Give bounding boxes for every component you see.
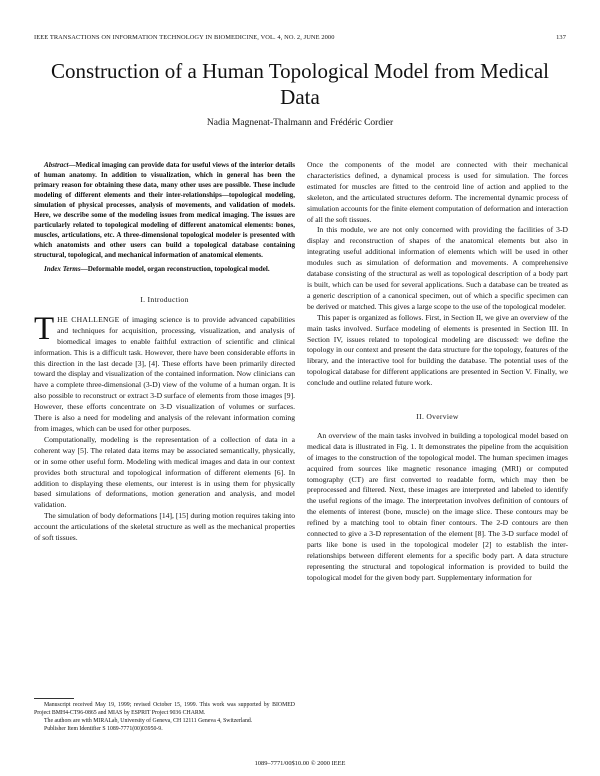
footnotes xyxy=(34,701,295,733)
right-column xyxy=(307,160,568,584)
footnote-rule xyxy=(34,698,74,699)
section-heading-overview: II. Overview xyxy=(416,412,459,422)
copyright-footer: 1089–7771/00$10.00 © 2000 IEEE xyxy=(254,760,346,767)
intro-paragraph-6: This paper is organized as follows. First, in Section II, we give an overview of the main tasks involved. Surface modeling of elements is presented in Section III. In Section IV, issues related to topological modeling are discussed: we define the topology in our context and present the data structure for the topology, features of the library, and the interactive tool for building the database. The potential uses of the topological database for different applications are presented in Section V. Finally, we conclude and outline related future work. xyxy=(307,312,568,388)
paper-title: Construction of a Human Topological Model from Medical Data xyxy=(51,59,549,109)
index-terms xyxy=(34,264,295,274)
footnote-received: Manuscript received May 19, 1999; revised October 15, 1999. This work was supported by BIOMED Project BMH4-CT96-0865 and MIAS by ESPRIT Project 9036 CHARM. xyxy=(34,702,295,717)
index-terms-lead: Index Terms xyxy=(44,265,81,273)
intro-paragraph-1 xyxy=(34,310,295,435)
abstract-text: —Medical imaging can provide data for useful views of the interior details of human anatomy. In addition to visualization, which in general has been the primary reason for obtaining these data, many other uses are possible. These include modeling of different elements and their inter-relationships—topological modeling, simulation of physical processes, analysis of movements, and validation of models. Here, we describe some of the modeling issues from medical imaging. The issues are particularly related to topological modeling of different anatomical elements: bones, muscles, articulations, etc. A three-dimensional topological modeler is presented with which anatomists and other users can build a topological database containing structural, topological, and mechanical information of anatomical elements. xyxy=(34,161,295,259)
abstract-lead: Abstract xyxy=(44,161,69,169)
drop-cap: T xyxy=(34,310,55,347)
intro-paragraph-3: The simulation of body deformations [14], [15] during motion requires taking into account the articulations of the skeletal structure as well as the mechanical properties of soft tissues. xyxy=(34,511,295,543)
page-number: 137 xyxy=(556,34,566,41)
intro-paragraph-5: In this module, we are not only concerned with providing the facilities of 3-D display and reconstruction of shapes of the anatomical elements but also in integrating useful additional information of elements which will be used in other modules such as simulation of deformation and movements. A comprehensive database consisting of the structural as well as topological description of a body part is built, which can be used for several applications. Such a database can be treated as a generic description of a canonical specimen, out of which a specific specimen can be derived or matched. This gives a large scope to the use of the topological modeler. xyxy=(307,225,568,311)
footnote-affiliation: The authors are with MIRALab, University of Geneva, CH 12111 Geneva 4, Switzerland. xyxy=(44,718,253,725)
intro-first-words: HE CHALLENGE xyxy=(57,314,120,324)
left-column xyxy=(34,160,295,544)
footnote-identifier: Publisher Item Identifier S 1089-7771(00)03950-9. xyxy=(44,726,163,733)
paper-authors: Nadia Magnenat-Thalmann and Frédéric Cordier xyxy=(206,118,394,128)
abstract xyxy=(34,160,295,260)
journal-name: IEEE TRANSACTIONS ON INFORMATION TECHNOLOGY IN BIOMEDICINE, VOL. 4, NO. 2, JUNE 2000 xyxy=(34,34,335,41)
index-terms-text: —Deformable model, organ reconstruction, topological model. xyxy=(80,265,270,273)
overview-paragraph-1: An overview of the main tasks involved in building a topological model based on medical data is illustrated in Fig. 1. It demonstrates the pipeline from the acquisition of images to the construction of the topological model. The human specimen images acquired from sources like magnetic resonance imaging (MRI) or computed tomography (CT) are first converted to readable form, which may then be preprocessed and filtered. Next, these images are interpreted and labeled to identify the useful regions of the image. The interpretation involves definition of contours of the elements of interest (bone, muscle) on the image slice. These contours may be refined by a matching tool to obtain finer contours. The 2-D contours are then connected to give a 3-D representation of the element [8]. The 3-D surface model of parts like bone is used in the topological modeler [2] to establish the inter-relationships between different elements for a specific body part. A data structure representing the structural and topological information is provided to build the topological model for the given body part. Supplementary information for xyxy=(307,430,568,582)
intro-paragraph-4: Once the components of the model are connected with their mechanical characteristics defined, a dynamical process is used for simulation. The forces estimated for muscles are fitted to the centroid line of action and applied to the skeleton, and the articulated structures deform. The incremental dynamic process of simulation accounts for the finite element computation of deformation and interaction of all the soft tissues. xyxy=(307,160,568,224)
intro-paragraph-2: Computationally, modeling is the representation of a collection of data in a coherent way [5]. The related data items may be associated semantically, physically, or in some other useful form. Modeling with medical images and data in our context provides both structural and topological information of different elements [6]. In addition to displaying these elements, our interest is in using them for physically based simulations of deformations, motion generation and analysis, and model validation. xyxy=(34,434,295,510)
intro-paragraph-1-text: of imaging science is to provide advanced capabilities and techniques for acquisition, processing, visualization, and analysis of biomedical images to enable faithful extraction of scientific and clinical information. This is a difficult task. However, there have been considerable efforts in this direction in the last decade [3], [4]. These efforts have been primarily directed toward the display and visualization of the contained information. Now clinicians can have a complete three-dimensional (3-D) view of the volume of a human organ. It is also possible to reconstruct or extract 3-D surface of elements from those images [9]. However, these efforts concentrate on 3-D visualization of volumes or surfaces. There is also a need for modeling and analysis of the relevant information coming from images, which can be used for other purposes. xyxy=(34,314,295,433)
running-head xyxy=(34,34,566,41)
section-heading-introduction: I. Introduction xyxy=(140,295,189,304)
